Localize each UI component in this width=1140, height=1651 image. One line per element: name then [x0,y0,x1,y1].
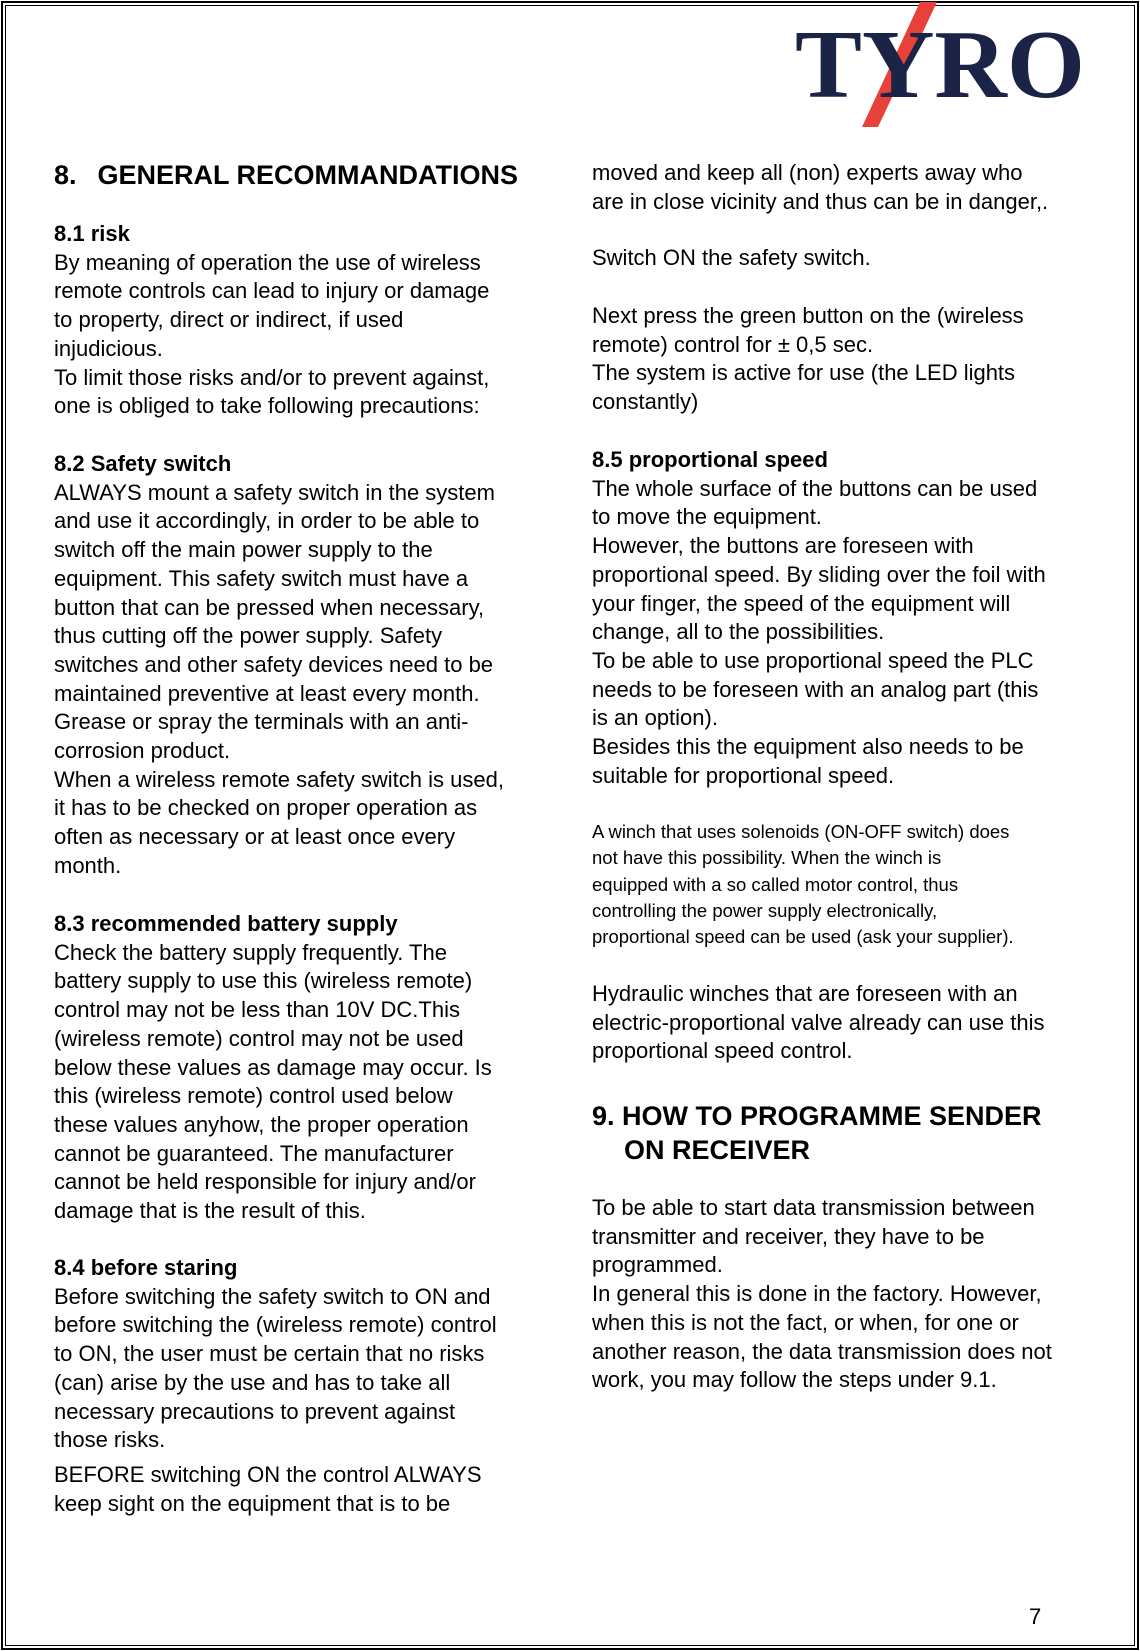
subsection-title: 8.1 risk [54,221,130,246]
text-line: injudicious. [54,335,163,361]
text-line: is an option). [592,705,718,731]
svg-text:TYRO: TYRO [795,11,1085,119]
section-8-2 [54,450,504,881]
text-line: it has to be checked on proper operation as [54,795,478,821]
text-line: moved and keep all (non) experts away who [592,160,1023,185]
text-line: proportional speed can be used (ask your supplier). [592,926,1014,948]
text-line: When a wireless remote safety switch is used, [54,766,504,792]
text-line: electric-proportional valve already can use this [592,1009,1045,1035]
paragraph [592,244,871,273]
text-line: Besides this the equipment also needs to be [592,734,1024,760]
section-title: GENERAL RECOMMANDATIONS [97,160,519,190]
section-8-4 [54,1254,497,1455]
page-number: 7 [1029,1604,1042,1629]
text-line: By meaning of operation the use of wireless [54,249,481,275]
text-line: maintained preventive at least every month. [54,680,480,706]
text-line: button that can be pressed when necessary, [54,594,485,620]
text-line: Check the battery supply frequently. The [54,939,447,965]
text-line: remote controls can lead to injury or damage [54,278,490,304]
paragraph [592,1194,1052,1395]
text-line: corrosion product. [54,738,231,764]
text-line: these values anyhow, the proper operation [54,1111,469,1137]
text-line: (wireless remote) control may not be used [54,1025,464,1051]
text-line: before switching the (wireless remote) control [54,1312,497,1338]
text-line: to property, direct or indirect, if used [54,307,404,333]
text-line: To limit those risks and/or to prevent against, [54,364,490,390]
text-line: below these values as damage may occur. Is [54,1054,492,1080]
text-line: month. [54,852,122,878]
text-line: In general this is done in the factory. However, [592,1281,1042,1307]
text-line: one is obliged to take following precautions: [54,393,480,419]
text-line: this (wireless remote) control used below [54,1083,453,1109]
text-line: Grease or spray the terminals with an anti- [54,709,469,735]
text-line: keep sight on the equipment that is to be [54,1490,451,1516]
text-line: proportional speed control. [592,1038,853,1064]
text-line: To be able to start data transmission between [592,1195,1035,1220]
text-line: and use it accordingly, in order to be able to [54,508,480,534]
text-line: necessary precautions to prevent against [54,1398,456,1424]
paragraph [592,980,1044,1066]
text-line: to ON, the user must be certain that no risks [54,1341,485,1367]
text-line: programmed. [592,1252,723,1278]
text-line: often as necessary or at least once every [54,824,456,850]
text-line: another reason, the data transmission does not [592,1338,1052,1364]
subsection-title: 8.4 before staring [54,1255,238,1280]
paragraph [592,159,1048,216]
text-line: The whole surface of the buttons can be used [592,475,1038,501]
text-line: damage that is the result of this. [54,1198,366,1224]
text-line: The system is active for use (the LED lights [592,360,1016,386]
section-8-5 [592,446,1046,790]
text-line: are in close vicinity and thus can be in danger,. [592,188,1049,214]
text-line: A winch that uses solenoids (ON-OFF switch) does [592,821,1010,842]
text-line: remote) control for ± 0,5 sec. [592,331,874,357]
text-line: However, the buttons are foreseen with [592,533,974,559]
text-line: ALWAYS mount a safety switch in the system [54,479,495,505]
text-line: switch off the main power supply to the [54,537,433,563]
text-line: to move the equipment. [592,504,822,530]
section-9-heading [592,1099,1042,1167]
section-title-line: 9. HOW TO PROGRAMME SENDER [592,1101,1042,1131]
text-line: Hydraulic winches that are foreseen with an [592,981,1018,1006]
text-line: proportional speed. By sliding over the foil with [592,561,1046,587]
paragraph [54,1461,482,1518]
text-line: To be able to use proportional speed the PLC [592,647,1034,673]
text-line: control may not be less than 10V DC.This [54,997,460,1023]
subsection-title: 8.2 Safety switch [54,451,232,476]
text-line: controlling the power supply electronically, [592,899,938,921]
text-line: battery supply to use this (wireless remote) [54,968,473,994]
text-line: not have this possibility. When the winch is [592,847,942,869]
section-8-3 [54,910,492,1226]
text-line: work, you may follow the steps under 9.1. [592,1367,997,1393]
text-line: Next press the green button on the (wireless [592,303,1024,328]
text-line: suitable for proportional speed. [592,762,895,788]
text-line: BEFORE switching ON the control ALWAYS [54,1462,482,1487]
text-line: equipment. This safety switch must have a [54,565,469,591]
text-line: Switch ON the safety switch. [592,245,871,270]
tyro-logo [790,2,1090,132]
text-line: cannot be held responsible for injury and/or [54,1169,476,1195]
section-number: 8. [54,160,77,190]
note-paragraph [592,819,1014,950]
section-title-line: ON RECEIVER [624,1135,811,1165]
text-line: when this is not the fact, or when, for one or [592,1309,1019,1335]
text-line: Before switching the safety switch to ON and [54,1283,491,1309]
text-line: needs to be foreseen with an analog part (this [592,676,1039,702]
section-8-heading [54,158,518,192]
text-line: constantly) [592,389,699,415]
text-line: thus cutting off the power supply. Safety [54,623,443,649]
subsection-title: 8.5 proportional speed [592,447,828,472]
text-line: cannot be guaranteed. The manufacturer [54,1140,454,1166]
section-8-1 [54,220,489,421]
subsection-title: 8.3 recommended battery supply [54,911,398,936]
text-line: those risks. [54,1427,166,1453]
text-line: switches and other safety devices need to be [54,651,494,677]
text-line: change, all to the possibilities. [592,619,885,645]
text-line: transmitter and receiver, they have to be [592,1223,985,1249]
text-line: equipped with a so called motor control, thus [592,873,959,895]
paragraph [592,302,1024,417]
text-line: (can) arise by the use and has to take all [54,1369,451,1395]
text-line: your finger, the speed of the equipment will [592,590,1011,616]
